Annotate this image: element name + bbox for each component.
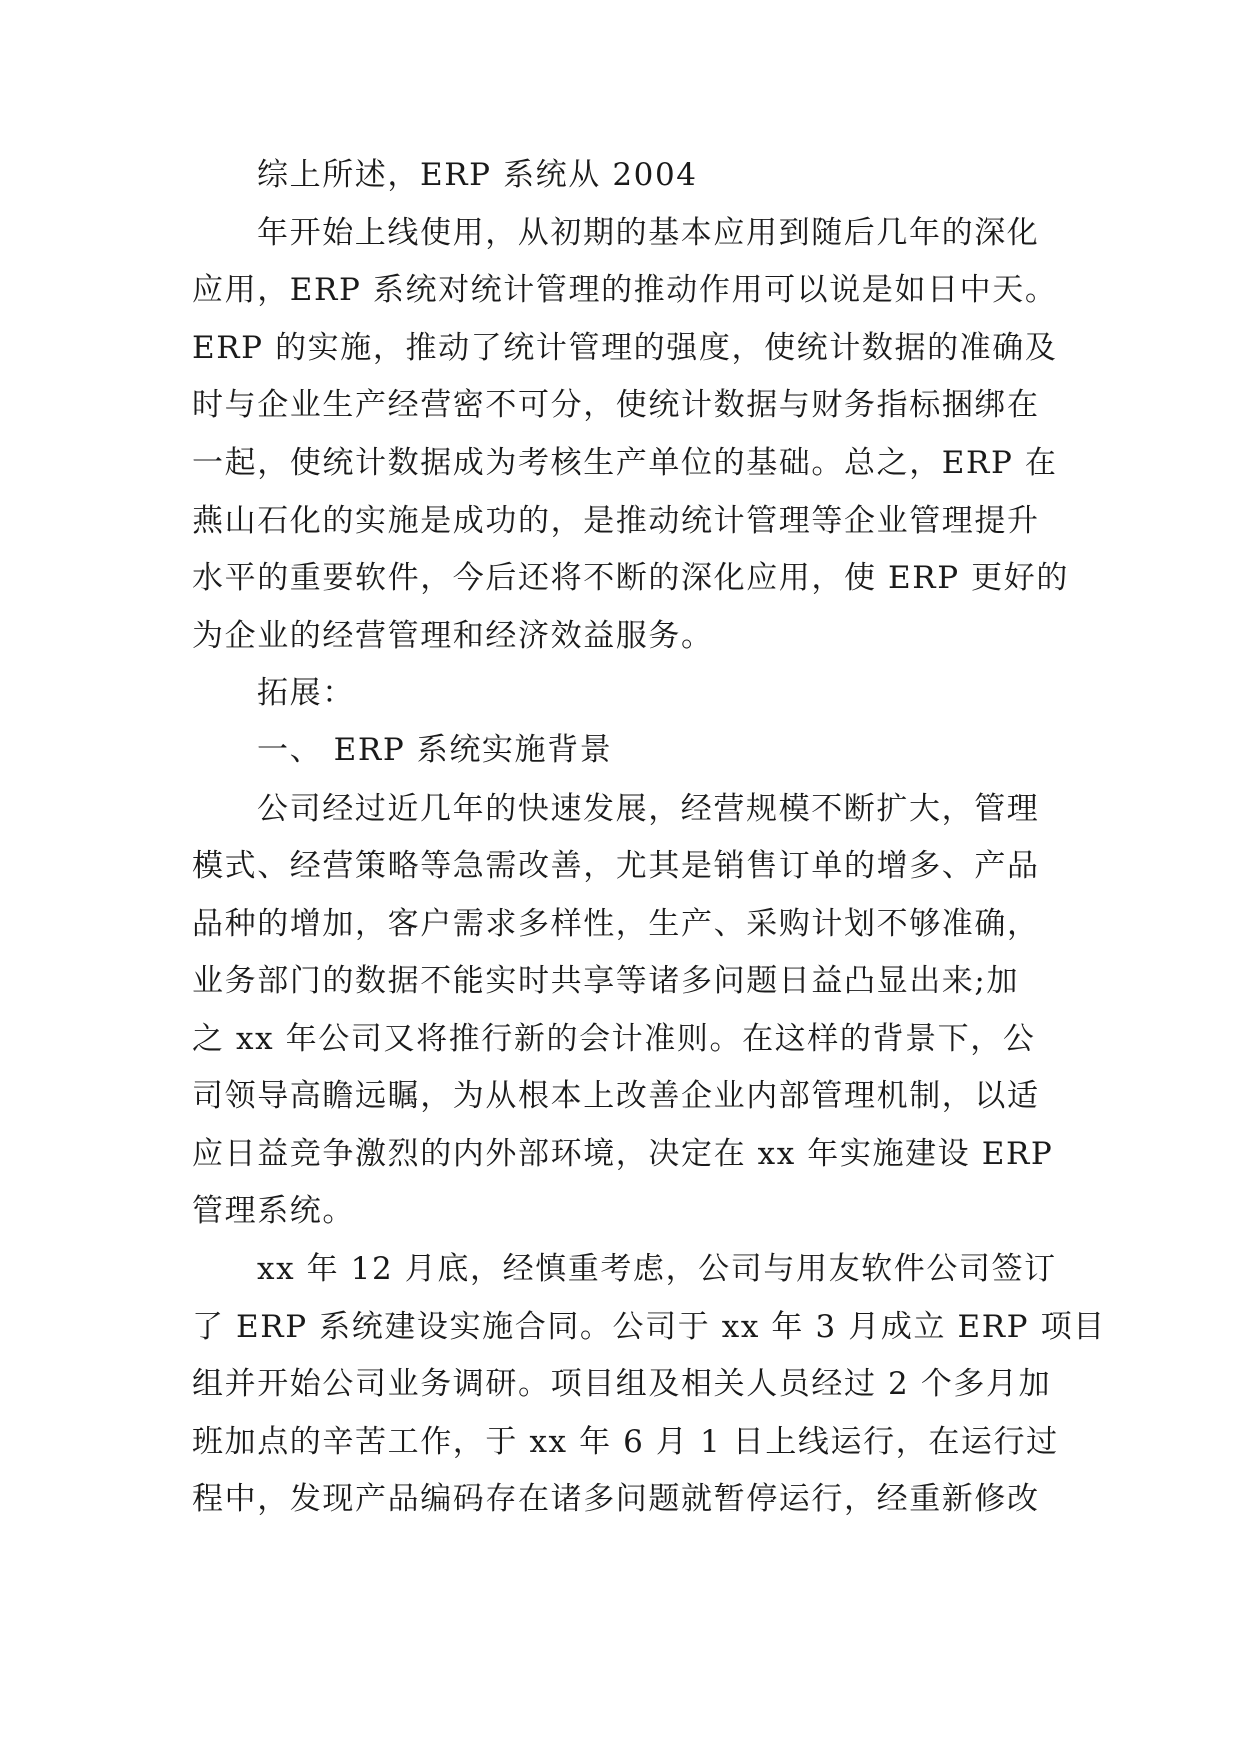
text-line: 了 ERP 系统建设实施合同。公司于 xx 年 3 月成立 ERP 项目 (192, 1309, 1106, 1345)
section-label: 拓展： (257, 675, 355, 711)
text-line: 应用，ERP 系统对统计管理的推动作用可以说是如日中天。 (192, 272, 1058, 308)
text-line: 业务部门的数据不能实时共享等诸多问题日益凸显出来;加 (192, 963, 1020, 999)
text-line: 年开始上线使用，从初期的基本应用到随后几年的深化 (257, 215, 1040, 251)
text-line: 燕山石化的实施是成功的，是推动统计管理等企业管理提升 (192, 503, 1040, 539)
text-line: 司领导高瞻远瞩，为从根本上改善企业内部管理机制，以适 (192, 1078, 1040, 1114)
text-line: 品种的增加，客户需求多样性，生产、采购计划不够准确， (192, 906, 1040, 942)
text-line: 为企业的经营管理和经济效益服务。 (192, 618, 714, 654)
text-line: 水平的重要软件，今后还将不断的深化应用，使 ERP 更好的 (192, 560, 1069, 596)
section-heading: 一、 ERP 系统实施背景 (257, 732, 613, 768)
text-line: 模式、经营策略等急需改善，尤其是销售订单的增多、产品 (192, 848, 1040, 884)
text-line: 公司经过近几年的快速发展，经营规模不断扩大，管理 (257, 791, 1040, 827)
text-line: 一起，使统计数据成为考核生产单位的基础。总之，ERP 在 (192, 445, 1058, 481)
text-line: 程中，发现产品编码存在诸多问题就暂停运行，经重新修改 (192, 1481, 1040, 1517)
text-line: 管理系统。 (192, 1193, 355, 1229)
text-line: 之 xx 年公司又将推行新的会计准则。在这样的背景下，公 (192, 1021, 1036, 1057)
text-line: 组并开始公司业务调研。项目组及相关人员经过 2 个多月加 (192, 1366, 1052, 1402)
text-line: 综上所述，ERP 系统从 2004 (257, 157, 698, 193)
text-line: ERP 的实施，推动了统计管理的强度，使统计数据的准确及 (192, 330, 1058, 366)
text-line: 班加点的辛苦工作，于 xx 年 6 月 1 日上线运行，在运行过 (192, 1424, 1059, 1460)
text-line: 应日益竞争激烈的内外部环境，决定在 xx 年实施建设 ERP (192, 1136, 1054, 1172)
text-line: xx 年 12 月底，经慎重考虑，公司与用友软件公司签订 (257, 1251, 1057, 1287)
text-line: 时与企业生产经营密不可分，使统计数据与财务指标捆绑在 (192, 387, 1040, 423)
